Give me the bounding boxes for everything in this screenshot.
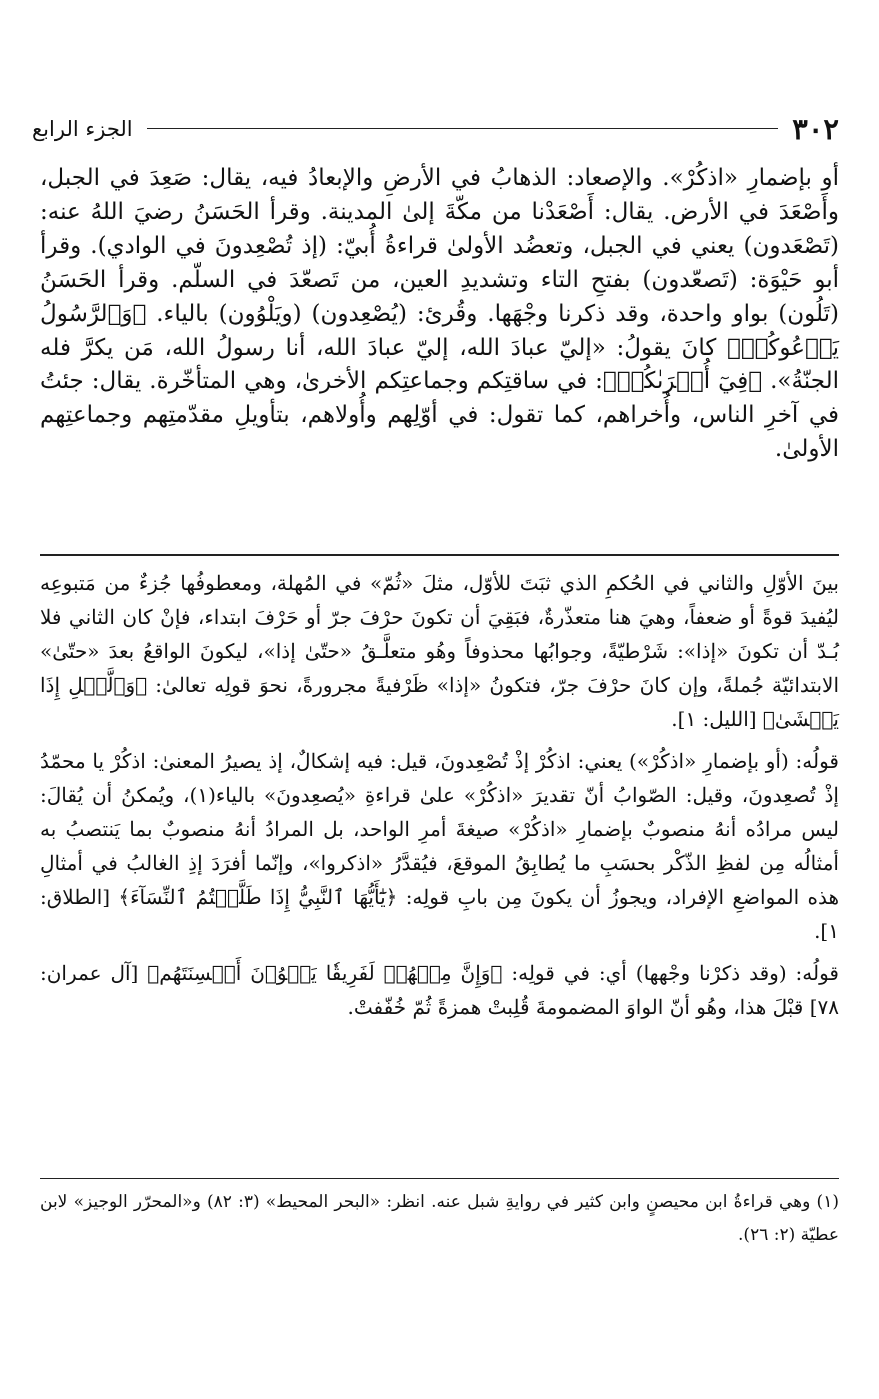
page-number: ٣٠٢: [792, 111, 839, 146]
commentary-paragraph-2: قولُه: (أو بإضمارِ «اذكُرْ») يعني: اذكُرْ إذْ تُصْعِدونَ، قيل: فيه إشكالٌ، إذ يصيرُ المعنىٰ: اذكُرْ يا محمّدُ إذْ تُصعِدونَ، وقيل: الصّوابُ أنّ تقديرَ «اذكُرْ» علىٰ قراءةِ «يُصعِدونَ» بالياء(١)، ويُمكنُ أن يُقالَ: ليس مرادُه أنهُ منصوبٌ بإضمارِ «اذكُرْ» صيغةَ أمرِ الواحد، بل المرادُ أنهُ منصوبٌ بما يَنتصبُ به أمثالُه مِن لفظِ الذّكْر بحسَبِ ما يُطابِقُ الموقعَ، فيُقدَّرُ «اذكروا»، وإنّما أفرَدَ إذِ الغالبُ في أمثالِ هذه المواضعِ الإفراد، ويجوزُ أن يكونَ مِن بابِ قولِه: ﴿يَٰٓأَيُّهَا ٱلنَّبِيُّ إِذَا طَلَّقۡتُمُ ٱلنِّسَآءَ﴾ [الطلاق: ١].: [40, 749, 839, 943]
footnote-text: (١) وهي قراءةُ ابن محيصنٍ وابن كثير في روايةِ شبل عنه. انظر: «البحر المحيط» (٣: ٨٢) و«المحرّر الوجيز» لابن عطيّة (٢: ٢٦).: [40, 1192, 839, 1245]
commentary: [40, 566, 839, 1028]
header-rule: [147, 128, 779, 129]
commentary-paragraph-1: بينَ الأوّلِ والثاني في الحُكمِ الذي ثبَتَ للأوّل، مثلَ «ثُمّ» في المُهلة، ومعطوفُها جُزءٌ من مَتبوعِه ليُفيدَ قوةً أو ضعفاً، وهيَ هنا متعذّرةٌ، فبَقِيَ أن تكونَ حرْفَ جرّ أو حَرْفَ ابتداء، فإنْ كان الثاني فلا بُـدّ أن تكونَ «إذا»: شَرْطيّةً، وجوابُها محذوفاً وهُو متعلَّـقُ «حتّىٰ إذا»، ليكونَ الواقعُ بعدَ «حتّىٰ» الابتدائيّة جُملةً، وإن كانَ حرْفَ جرّ، فتكونُ «إذا» ظَرْفيةً مجرورةً، نحوَ قولِه تعالىٰ: ﴿وَٱلَّيۡلِ إِذَا يَغۡشَىٰ﴾ [الليل: ١].: [40, 571, 839, 731]
page-header: [32, 112, 839, 146]
commentary-paragraph-3: قولُه: (وقد ذكرْنا وجْهها) أي: في قولِه: ﴿وَإِنَّ مِنۡهُمۡ لَفَرِيقٗا يَلۡوُۥنَ أَلۡسِنَتَهُم﴾ [آل عمران: ٧٨] قبْلَ هذا، وهُو أنّ الواوَ المضمومةَ قُلِبتْ همزةً ثُمّ خُفّفتْ.: [40, 961, 839, 1019]
main-paragraph: أو بإضمارِ «اذكُرْ». والإصعاد: الذهابُ في الأرضِ والإبعادُ فيه، يقال: صَعِدَ في الجبل، وأَصْعَدَ في الأرض. يقال: أَصْعَدْنا من مكّةَ إلىٰ المدينة. وقرأ الحَسَنُ رضيَ اللهُ عنه: (تَصْعَدون) يعني في الجبل، وتعضُد الأولىٰ قراءةُ أُبيّ: (إذ تُصْعِدونَ في الوادي). وقرأ أبو حَيْوَة: (تَصعّدون) بفتحِ التاء وتشديدِ العين، من تَصعّدَ في السلّم. وقرأ الحَسَنُ (تَلُون) بواو واحدة، وقد ذكرنا وجْهَها. وقُرئ: (يُصْعِدون) (ويَلْوُون) بالياء. ﴿وَٱلرَّسُولُ يَدۡعُوكُمۡ﴾ كانَ يقولُ: «إليّ عبادَ الله، إليّ عبادَ الله، أنا رسولُ الله، مَن يكرَّ فله الجنّةُ». ﴿فِيٓ أُخۡرَىٰكُمۡ﴾: في ساقتِكم وجماعتِكم الأخرىٰ، وهي المتأخّرة. يقال: جئتُ في آخرِ الناس، وأُخراهم، كما تقول: في أوّلِهم وأُولاهم، بتأويلِ مقدّمتِهم وجماعتِهم الأولىٰ.: [40, 165, 839, 463]
section-divider: [40, 554, 839, 556]
footnote-divider: [40, 1178, 839, 1179]
running-title: الجزء الرابع: [32, 116, 133, 141]
main-text: [40, 162, 839, 467]
footnote: [40, 1186, 839, 1252]
